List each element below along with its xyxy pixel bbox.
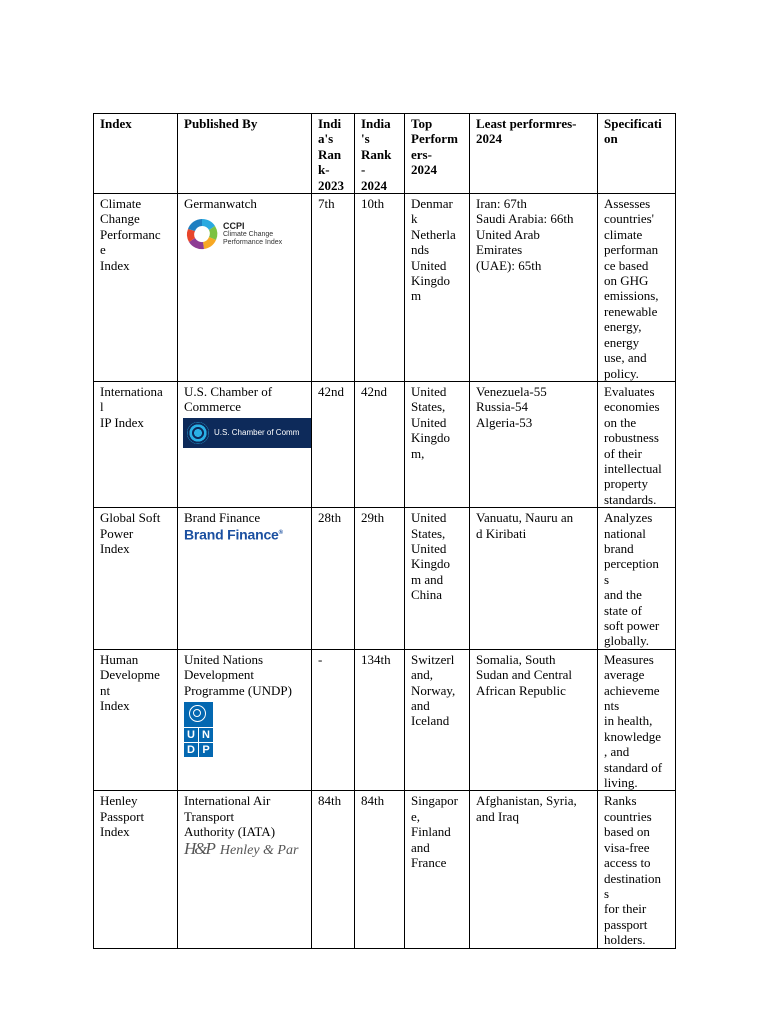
un-emblem-icon bbox=[189, 705, 206, 722]
publisher-name: U.S. Chamber of Commerce bbox=[184, 383, 273, 415]
header-rank-2024: India 's Rank - 2024 bbox=[355, 114, 405, 194]
publisher-cell bbox=[178, 194, 312, 382]
top-performers: Singapor e, Finland and France bbox=[405, 791, 470, 948]
undp-letter: D bbox=[184, 743, 198, 757]
publisher-cell bbox=[178, 791, 312, 948]
rank-2024: 42nd bbox=[355, 381, 405, 507]
undp-letter: U bbox=[184, 728, 198, 742]
least-performers: Vanuatu, Nauru an d Kiribati bbox=[470, 508, 598, 650]
henley-logo-text: Henley & Par bbox=[219, 842, 299, 858]
rank-2024: 10th bbox=[355, 194, 405, 382]
henley-monogram: H&P bbox=[184, 838, 214, 858]
index-name: Climate Change Performanc e Index bbox=[94, 194, 178, 382]
registered-mark: ® bbox=[278, 529, 283, 536]
index-name: Human Developme nt Index bbox=[94, 649, 178, 791]
ccpi-subtitle: Climate Change Performance Index bbox=[223, 231, 283, 247]
specification: Measures average achieveme nts in health, knowledge , and standard of living. bbox=[598, 649, 676, 791]
rank-2023: 28th bbox=[312, 508, 355, 650]
table-row bbox=[94, 649, 676, 791]
chamber-seal-icon bbox=[187, 422, 209, 444]
rank-2023: 42nd bbox=[312, 381, 355, 507]
least-performers: Afghanistan, Syria, and Iraq bbox=[470, 791, 598, 948]
specification: Analyzes national brand perception s and the state of soft power globally. bbox=[598, 508, 676, 650]
table-row bbox=[94, 381, 676, 507]
rank-2023: 84th bbox=[312, 791, 355, 948]
header-top-performers: Top Perform ers- 2024 bbox=[405, 114, 470, 194]
least-performers: Venezuela-55 Russia-54 Algeria-53 bbox=[470, 381, 598, 507]
undp-letter: P bbox=[199, 743, 213, 757]
rank-2024: 84th bbox=[355, 791, 405, 948]
least-performers: Somalia, South Sudan and Central African Republic bbox=[470, 649, 598, 791]
publisher-cell bbox=[178, 381, 312, 507]
least-performers: Iran: 67th Saudi Arabia: 66th United Arab Emirates (UAE): 65th bbox=[470, 194, 598, 382]
specification: Evaluates economies on the robustness of their intellectual property standards. bbox=[598, 381, 676, 507]
undp-letter: N bbox=[199, 728, 213, 742]
henley-logo bbox=[184, 838, 306, 858]
index-name: Global Soft Power Index bbox=[94, 508, 178, 650]
index-comparison-table bbox=[93, 113, 676, 949]
publisher-name: Germanwatch bbox=[184, 196, 257, 212]
index-name: Internationa l IP Index bbox=[94, 381, 178, 507]
header-specification: Specificati on bbox=[598, 114, 676, 194]
ccpi-title: CCPI bbox=[223, 221, 245, 232]
publisher-name: Brand Finance bbox=[184, 510, 261, 526]
header-row bbox=[94, 114, 676, 194]
top-performers: United States, United Kingdo m and China bbox=[405, 508, 470, 650]
undp-logo bbox=[184, 702, 213, 758]
header-index: Index bbox=[94, 114, 178, 194]
top-performers: Denmar k Netherla nds United Kingdo m bbox=[405, 194, 470, 382]
brand-finance-logo bbox=[184, 526, 306, 543]
table-row bbox=[94, 194, 676, 382]
top-performers: United States, United Kingdo m, bbox=[405, 381, 470, 507]
rank-2023: 7th bbox=[312, 194, 355, 382]
rank-2024: 29th bbox=[355, 508, 405, 650]
rank-2024: 134th bbox=[355, 649, 405, 791]
header-rank-2023: Indi a's Ran k- 2023 bbox=[312, 114, 355, 194]
us-chamber-logo bbox=[183, 418, 311, 448]
table-row bbox=[94, 791, 676, 948]
publisher-cell bbox=[178, 649, 312, 791]
top-performers: Switzerl and, Norway, and Iceland bbox=[405, 649, 470, 791]
publisher-cell bbox=[178, 508, 312, 650]
header-least-performers: Least performres- 2024 bbox=[470, 114, 598, 194]
publisher-name: International Air Transport Authority (IATA) bbox=[184, 793, 276, 840]
rank-2023: - bbox=[312, 649, 355, 791]
index-name: Henley Passport Index bbox=[94, 791, 178, 948]
brand-finance-logo-text: Brand Finance bbox=[184, 526, 279, 543]
ccpi-logo bbox=[184, 214, 306, 254]
table-row bbox=[94, 508, 676, 650]
specification: Ranks countries based on visa-free access to destination s for their passport holders. bbox=[598, 791, 676, 948]
publisher-name: United Nations Development Programme (UNDP) bbox=[184, 651, 292, 698]
chamber-logo-text: U.S. Chamber of Comm bbox=[214, 428, 300, 438]
header-published-by: Published By bbox=[178, 114, 312, 194]
specification: Assesses countries' climate performan ce based on GHG emissions, renewable energy, energy use, and policy. bbox=[598, 194, 676, 382]
ccpi-ring-icon bbox=[184, 216, 220, 252]
